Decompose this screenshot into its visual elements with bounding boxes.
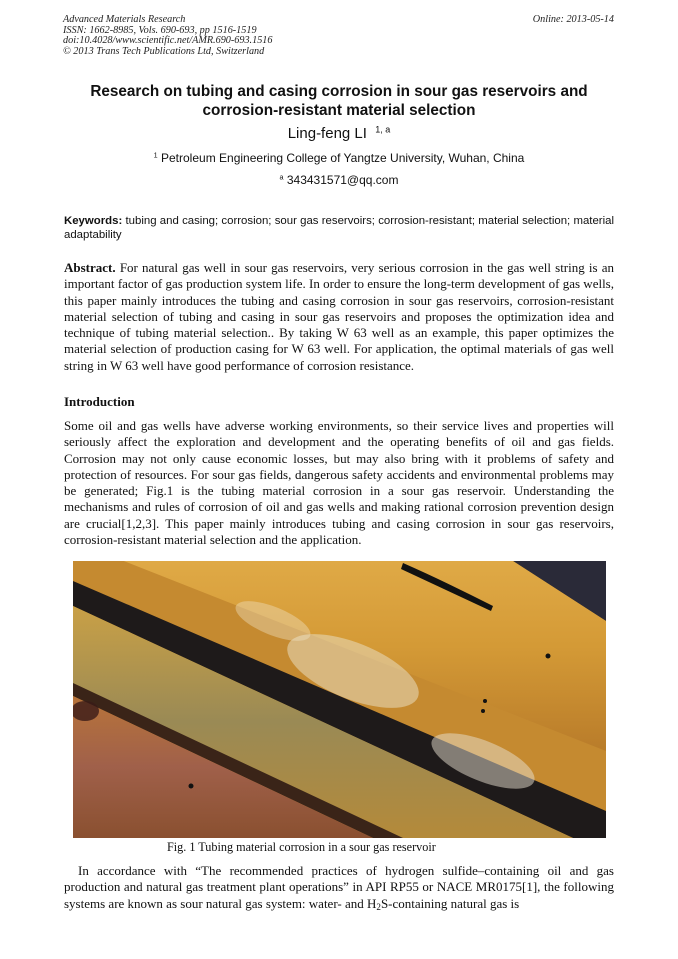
journal-header (63, 15, 272, 57)
abstract-label: Abstract. (64, 260, 116, 275)
abstract-text: For natural gas well in sour gas reservoirs, very serious corrosion in the gas well string is an important factor of gas production system life. In order to ensure the long-term development of gas wells, this paper mainly introduces the tubing and casing corrosion in sour gas reservoirs, corrosion-resistant material selection of tubing and casing in sour gas reservoirs and proposes the optimization idea and technique of tubing material selection.. By taking W 63 well as an example, this paper optimizes the material selection of production casing for W 63 well. For application, the optimal materials of gas well string in W 63 well have good performance of corrosion resistance. (64, 260, 615, 373)
body-paragraph-2 (64, 863, 614, 912)
paper-title (64, 82, 614, 120)
doi-line: doi:10.4028/www.scientific.net/AMR.690-693.1516 (63, 35, 273, 46)
affiliation-text: Petroleum Engineering College of Yangtze University, Wuhan, China (161, 151, 525, 165)
subscript-2: 2 (376, 901, 381, 912)
author-name: Ling-feng LI (287, 125, 367, 142)
figure-1-caption: Fig. 1 Tubing material corrosion in a sour gas reservoir (167, 840, 436, 854)
author-superscript: 1, a (375, 124, 391, 135)
keywords-label: Keywords: (64, 215, 123, 227)
keywords-text: tubing and casing; corrosion; sour gas reservoirs; corrosion-resistant; material selection; material adaptability (64, 215, 614, 241)
title-line-1: Research on tubing and casing corrosion in sour gas reservoirs and (90, 83, 588, 100)
abstract (64, 260, 614, 374)
online-date: Online: 2013-05-14 (532, 14, 614, 25)
journal-name: Advanced Materials Research (63, 14, 186, 25)
introduction-heading: Introduction (64, 394, 135, 409)
paragraph-text-before-subscript: In accordance with “The recommended practices of hydrogen sulfide–containing oil and gas production and natural gas treatment plant operations” in API RP55 or NACE MR0175[1], the following systems are known as sour natural gas system: water- and H (64, 863, 614, 911)
author-email (64, 173, 614, 187)
author (64, 125, 614, 143)
corroded-pipes-image (73, 561, 606, 838)
figure-1-photo (73, 561, 606, 838)
issn-line: ISSN: 1662-8985, Vols. 690-693, pp 1516-1519 (63, 24, 257, 36)
affiliation (64, 151, 614, 165)
email-text: 343431571@qq.com (286, 173, 399, 187)
title-line-2: corrosion-resistant material selection (202, 102, 476, 119)
affiliation-superscript: 1 (153, 150, 158, 160)
introduction-body: Some oil and gas wells have adverse working environments, so their service lives and properties will seriously affect the exploration and development and the operating benefits of oil and gas fields. Corrosion may not only cause economic losses, but may also bring with it problems of safety and protection of resources. For sour gas fields, dangerous safety accidents and environmental problems may be generated; Fig.1 is the tubing material corrosion in a sour gas reservoir. Understanding the mechanisms and rules of corrosion of oil and gas wells and making rational corrosion prevention design are crucial[1,2,3]. This paper mainly introduces tubing and casing corrosion in sour gas reservoirs, corrosion-resistant material selection and the application. (64, 418, 614, 548)
keywords (64, 214, 614, 242)
copyright-line: © 2013 Trans Tech Publications Ltd, Switzerland (63, 45, 265, 57)
paragraph-text-after-subscript: S-containing natural gas is (380, 895, 520, 911)
email-superscript: a (279, 172, 284, 182)
